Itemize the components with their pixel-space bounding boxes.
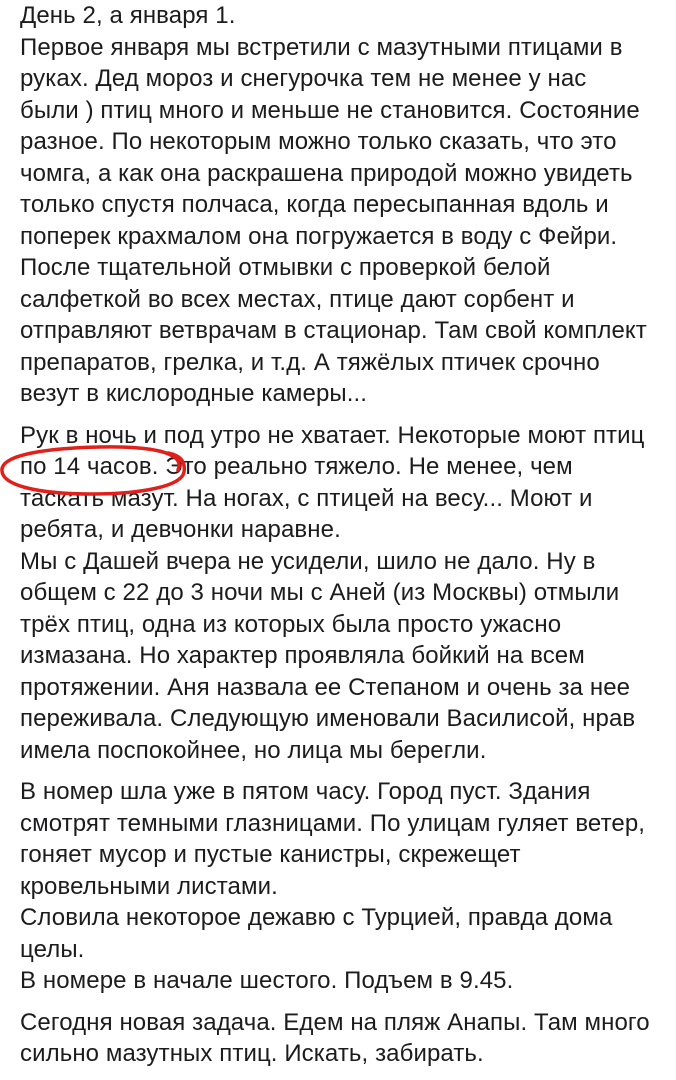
text-line: отправляют ветврачам в стационар. Там свой комплект	[20, 317, 647, 344]
text-line: поперек крахмалом она погружается в воду с Фейри.	[20, 222, 618, 250]
text-line: В номере в начале шестого. Подъем в 9.45.	[20, 967, 514, 994]
paragraph-gap	[20, 766, 670, 776]
paragraph-3	[20, 776, 670, 997]
text-line: препаратов, грелка, и т.д. А тяжёлых птичек срочно	[20, 348, 600, 376]
text-line: были ) птиц много и меньше не становится. Состояние	[20, 96, 640, 124]
text-line: гоняет мусор и пустые канистры, скрежещет	[20, 841, 521, 868]
text-line: трёх птиц, одна из которых была просто ужасно	[20, 610, 562, 638]
text-line: целы.	[20, 935, 85, 963]
text-line: разное. По некоторым можно только сказать, что это	[20, 128, 617, 155]
text-line: ребята, и девчонки наравне.	[20, 516, 341, 543]
text-line: только спустя полчаса, когда пересыпанная вдоль и	[20, 191, 609, 218]
text-line: Сегодня новая задача. Едем на пляж Анапы. Там много	[20, 1008, 650, 1036]
text-line: Первое января мы встретили с мазутными птицами в	[20, 33, 623, 61]
text-line: В номер шла уже в пятом часу. Город пуст. Здания	[20, 778, 591, 805]
text-line: чомга, а как она раскрашена природой можно увидеть	[20, 159, 633, 187]
text-line: Мы с Дашей вчера не усидели, шило не дало. Ну в	[20, 547, 596, 575]
text-line: протяжении. Аня назвала ее Степаном и очень за нее	[20, 673, 631, 701]
text-line: везут в кислородные камеры...	[20, 380, 368, 407]
text-line: После тщательной отмывки с проверкой белой	[20, 254, 551, 281]
paragraph-gap	[20, 997, 670, 1007]
paragraph-2	[20, 420, 670, 767]
text-line: измазана. Но характер проявляла бойкий на всем	[20, 642, 585, 669]
paragraph-gap	[20, 410, 670, 420]
paragraph-1	[20, 32, 670, 410]
text-line: общем с 22 до 3 ночи мы с Аней (из Москвы) отмыли	[20, 579, 620, 606]
text-line: имела поспокойнее, но лица мы берегли.	[20, 736, 487, 764]
text-line: салфеткой во всех местах, птице дают сорбент и	[20, 285, 575, 313]
text-line: переживала. Следующую именовали Василисой, нрав	[20, 705, 636, 732]
text-line: сильно мазутных птиц. Искать, забирать.	[20, 1040, 484, 1067]
text-line: кровельными листами.	[20, 872, 278, 900]
post-title: День 2, а января 1.	[20, 2, 236, 29]
text-line: руках. Дед мороз и снегурочка тем не менее у нас	[20, 65, 587, 92]
text-line-highlighted: по 14 часов. Это реально тяжело. Не менее, чем	[20, 453, 573, 480]
post-body	[20, 0, 670, 1070]
text-line: Словила некоторое дежавю с Турцией, правда дома	[20, 904, 613, 931]
paragraph-4	[20, 1007, 670, 1070]
text-line: таскать мазут. На ногах, с птицей на весу... Моют и	[20, 484, 593, 512]
text-line: Рук в ночь и под утро не хватает. Некоторые моют птиц	[20, 421, 645, 449]
text-line: смотрят темными глазницами. По улицам гуляет ветер,	[20, 809, 646, 837]
